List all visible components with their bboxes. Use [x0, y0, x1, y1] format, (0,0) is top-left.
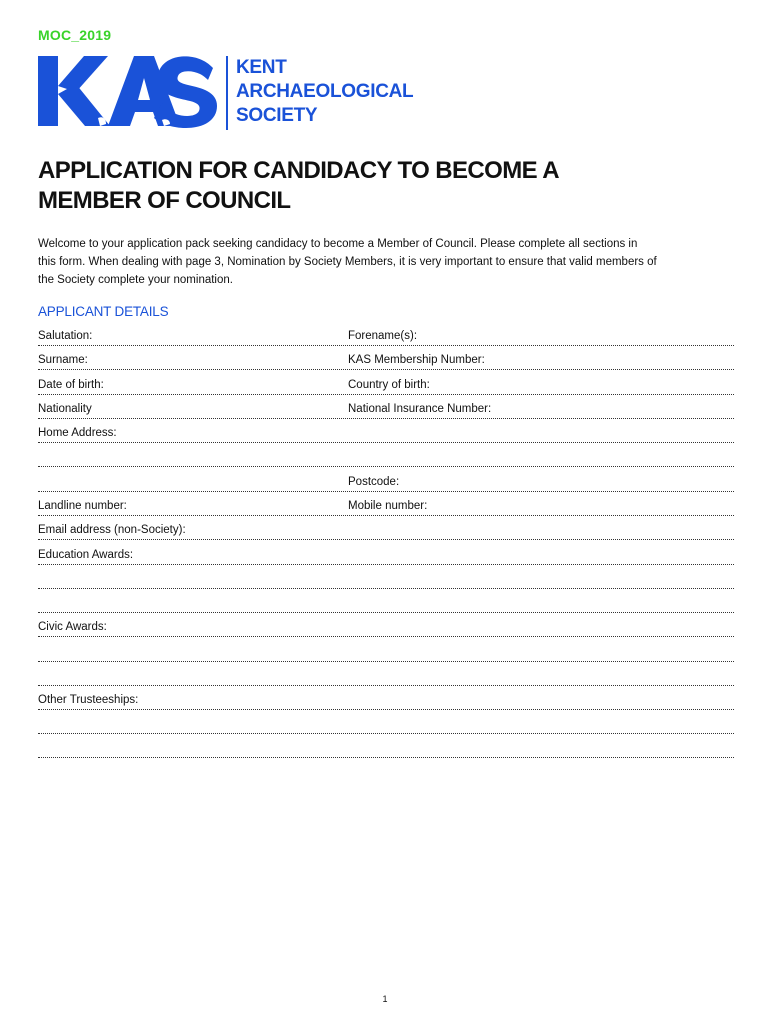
- salutation-label: Salutation:: [38, 330, 93, 342]
- logo-wordmark: [236, 56, 413, 128]
- logo-divider: [226, 56, 228, 130]
- document-code: MOC_2019: [38, 27, 112, 43]
- home-address-label: Home Address:: [38, 427, 117, 439]
- logo-line-1: KENT: [236, 57, 287, 78]
- civic-awards-line-3[interactable]: [38, 685, 734, 686]
- home-address-line-2[interactable]: [38, 466, 734, 467]
- education-awards-label: Education Awards:: [38, 549, 134, 561]
- civic-awards-field[interactable]: [38, 636, 734, 637]
- logo-line-3: SOCIETY: [236, 105, 318, 126]
- date-of-birth-label: Date of birth:: [38, 379, 104, 391]
- education-awards-line-3[interactable]: [38, 612, 734, 613]
- kas-logo: [38, 54, 413, 130]
- intro-line-1: Welcome to your application pack seeking candidacy to become a Member of Council. Please complete all sections in: [38, 238, 638, 250]
- nationality-label: Nationality: [38, 403, 92, 415]
- title-line-1: APPLICATION FOR CANDIDACY TO BECOME A: [38, 157, 559, 184]
- page-title: [38, 156, 638, 216]
- mobile-label: Mobile number:: [348, 500, 428, 512]
- intro-line-2: this form. When dealing with page 3, Nomination by Society Members, it is very important to ensure that valid members of: [38, 256, 657, 268]
- landline-label: Landline number:: [38, 500, 127, 512]
- kas-logo-mark: [38, 54, 218, 128]
- section-heading-applicant-details: APPLICANT DETAILS: [38, 304, 169, 319]
- membership-number-label: KAS Membership Number:: [348, 354, 485, 366]
- other-trusteeships-label: Other Trusteeships:: [38, 694, 139, 706]
- other-trusteeships-field[interactable]: [38, 709, 734, 710]
- surname-label: Surname:: [38, 354, 88, 366]
- education-awards-line-2[interactable]: [38, 588, 734, 589]
- page-number: 1: [382, 994, 388, 1004]
- intro-line-3: the Society complete your nomination.: [38, 274, 233, 286]
- home-address-field[interactable]: [38, 442, 734, 443]
- forenames-label: Forename(s):: [348, 330, 418, 342]
- ni-number-label: National Insurance Number:: [348, 403, 492, 415]
- country-of-birth-label: Country of birth:: [348, 379, 430, 391]
- education-awards-field[interactable]: [38, 564, 734, 565]
- logo-line-2: ARCHAEOLOGICAL: [236, 81, 414, 102]
- civic-awards-line-2[interactable]: [38, 661, 734, 662]
- civic-awards-label: Civic Awards:: [38, 621, 107, 633]
- title-line-2: MEMBER OF COUNCIL: [38, 187, 291, 214]
- email-label: Email address (non-Society):: [38, 524, 186, 536]
- other-trusteeships-line-3[interactable]: [38, 757, 734, 758]
- other-trusteeships-line-2[interactable]: [38, 733, 734, 734]
- intro-paragraph: [38, 235, 738, 289]
- postcode-label: Postcode:: [348, 476, 400, 488]
